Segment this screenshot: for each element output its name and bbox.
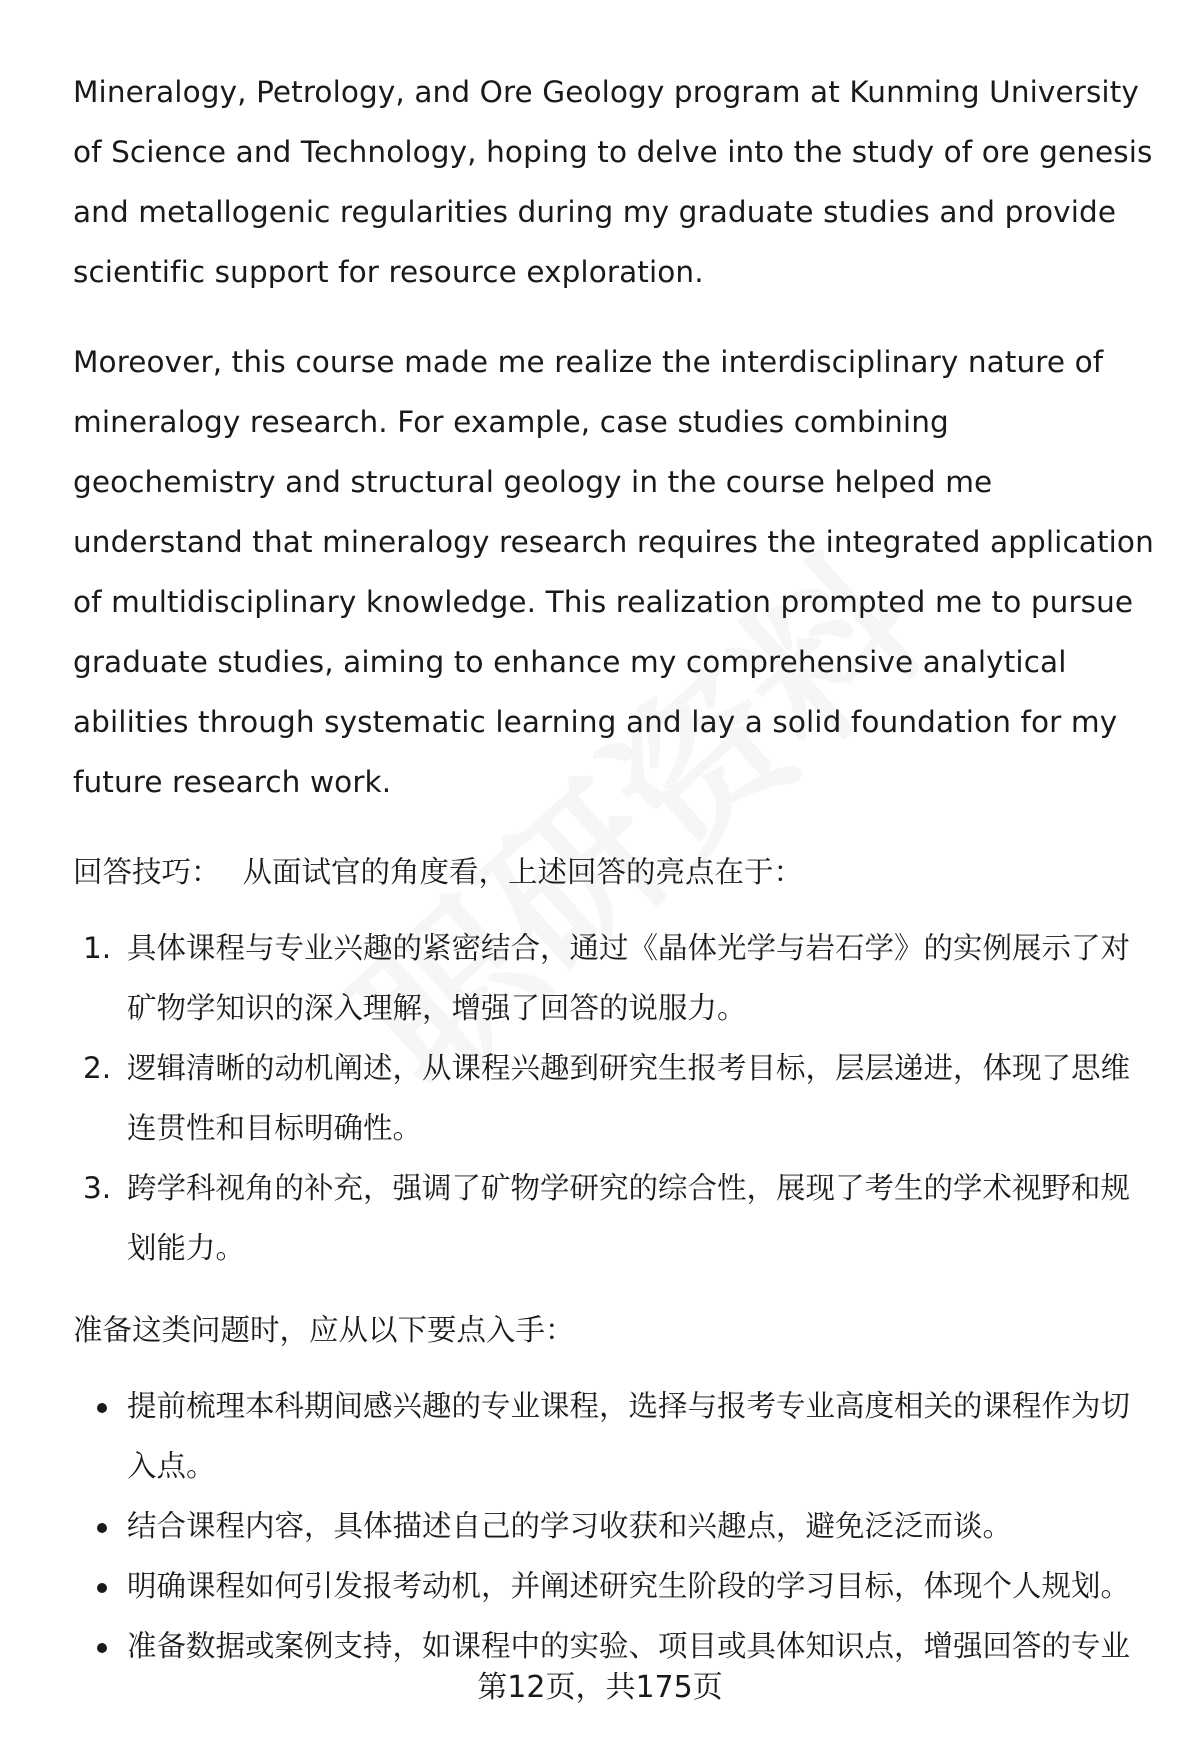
page-number: 第12页，共175页: [477, 1670, 723, 1705]
preparation-text: 结合课程内容，具体描述自己的学习收获和兴趣点，避免泛泛而谈。: [127, 1509, 1013, 1543]
answer-tips-text: 从面试官的角度看，上述回答的亮点在于：: [242, 855, 804, 889]
paragraph-interdisciplinary: Moreover, this course made me realize the interdisciplinary nature of mineralogy research. For example, case studies combining geochemistry and structural geology in the course helped me understand that mineralogy research requires the integrated application of multidisciplinary knowledge. This realization prompted me to pursue graduate studies, aiming to enhance my comprehensive analytical abilities through systematic learning and lay a solid foundation for my future research work.: [73, 345, 1154, 799]
paragraph-program: Mineralogy, Petrology, and Ore Geology program at Kunming University of Science and Technology, hoping to delve into the study of ore genesis and metallogenic regularities during my graduate studies and provide scientific support for resource exploration.: [73, 75, 1153, 289]
highlight-item: [73, 1158, 1158, 1278]
bullet-icon: [97, 1643, 107, 1653]
preparation-text: 明确课程如何引发报考动机，并阐述研究生阶段的学习目标，体现个人规划。: [127, 1569, 1131, 1603]
preparation-text: 提前梳理本科期间感兴趣的专业课程，选择与报考专业高度相关的课程作为切入点。: [127, 1389, 1131, 1483]
highlight-item: [73, 1038, 1158, 1158]
list-number: 1.: [83, 931, 112, 965]
document-body: [73, 62, 1158, 1676]
highlight-item: [73, 918, 1158, 1038]
highlight-text: 具体课程与专业兴趣的紧密结合，通过《晶体光学与岩石学》的实例展示了对矿物学知识的深入理解，增强了回答的说服力。: [127, 931, 1131, 1025]
bullet-icon: [97, 1403, 107, 1413]
preparation-list: [73, 1376, 1158, 1676]
preparation-item: [73, 1556, 1158, 1616]
highlights-list: [73, 918, 1158, 1278]
highlight-text: 逻辑清晰的动机阐述，从课程兴趣到研究生报考目标，层层递进，体现了思维连贯性和目标明确性。: [127, 1051, 1131, 1145]
list-number: 3.: [83, 1171, 112, 1205]
preparation-text: 准备数据或案例支持，如课程中的实验、项目或具体知识点，增强回答的专业: [127, 1629, 1131, 1663]
preparation-item: [73, 1496, 1158, 1556]
list-number: 2.: [83, 1051, 112, 1085]
answer-tips-label: 回答技巧：: [73, 855, 221, 889]
answer-tips-heading: [73, 842, 1158, 902]
bullet-icon: [97, 1523, 107, 1533]
bullet-icon: [97, 1583, 107, 1593]
highlight-text: 跨学科视角的补充，强调了矿物学研究的综合性，展现了考生的学术视野和规划能力。: [127, 1171, 1131, 1265]
preparation-item: [73, 1376, 1158, 1496]
preparation-heading: 准备这类问题时，应从以下要点入手：: [73, 1313, 575, 1347]
